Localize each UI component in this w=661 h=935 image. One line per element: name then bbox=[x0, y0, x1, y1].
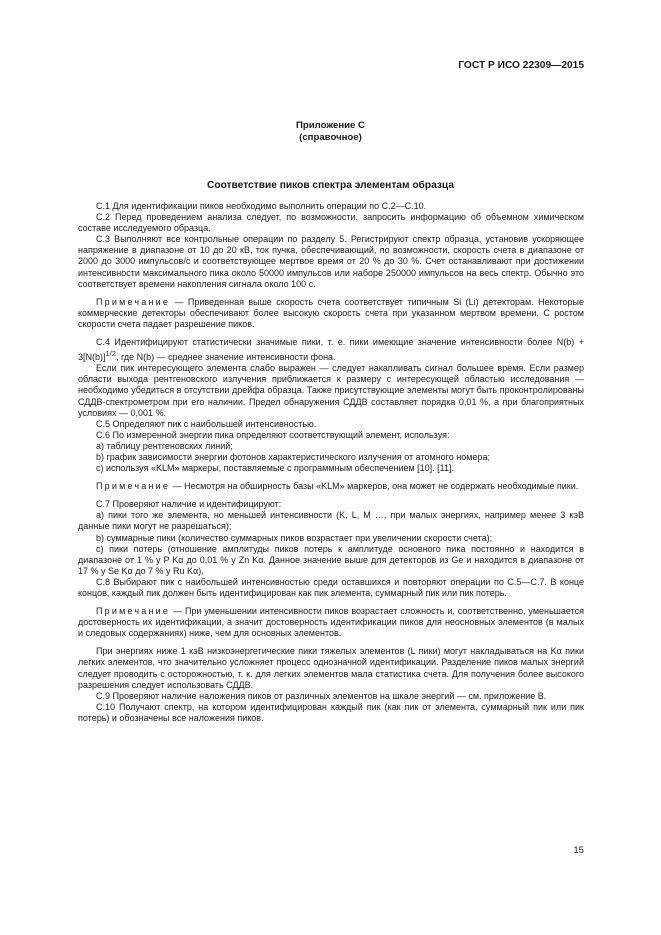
note-1 bbox=[78, 297, 584, 330]
paragraph-c4-tail: , где N(b) — среднее значение интенсивности фона. bbox=[115, 352, 336, 363]
list-item-b: b) суммарные пики (количество суммарных пиков возрастает при увеличении скорости счета); bbox=[96, 532, 493, 543]
list-item-a: а) пики того же элемента, но меньшей интенсивности (K, L, M …, при малых энергиях, например менее 3 кэВ данные пики могут не разрешаться); bbox=[78, 510, 584, 532]
annex-heading bbox=[0, 120, 661, 144]
list-item-c: с) используя «KLM» маркеры, поставляемые с программным обеспечением [10]. [11]. bbox=[96, 463, 455, 474]
note-label: Примечание bbox=[96, 606, 171, 617]
note-label: Примечание bbox=[96, 296, 171, 307]
annex-title: Приложение С bbox=[296, 120, 365, 131]
paragraph-low-energy: При энергиях ниже 1 кэВ низкоэнергетические пики тяжелых элементов (L пики) могут накладываться на Kα пики легких элементов, что значительно усложняет процесс однозначной идентификации. Разделение пиков малых энергий следует проводить с осторожностью, т. к. для легких элементов мала статистика счета. Для получения более высокого разрешения следует использовать СДДВ. bbox=[78, 646, 584, 690]
paragraph-c4 bbox=[78, 337, 584, 363]
paragraph-c1: С.1 Для идентификации пиков необходимо выполнить операции по С.2—С.10. bbox=[96, 201, 427, 211]
paragraph-c7: С.7 Проверяют наличие и идентифицируют: bbox=[96, 499, 282, 510]
list-item-b: b) график зависимости энергии фотонов характеристического излучения от атомного номера; bbox=[96, 451, 490, 462]
paragraph-c9: С.9 Проверяют наличие наложения пиков от различных элементов на шкале энергий — см. приложение В. bbox=[96, 690, 547, 701]
paragraph-c3: С.3 Выполняют все контрольные операции по разделу 5. Регистрируют спектр образца, установив ускоряющее напряжение в диапазоне от 10 до 20 кВ, ток пучка, обеспечивающий, по возможности, скорость счета в диапазоне от 2000 до 3000 импульсов/с и соответствующее мертвое время от 20 % до 30 %. Счет останавливают при достижении интенсивности максимального пика около 50000 импульсов или наборе 250000 импульсов на весь спектр. Обычно это соответствует времени накопления сигнала около 100 с. bbox=[78, 234, 584, 289]
paragraph-c4-text: С.4 Идентифицируют статистически значимые пики, т. е. пики имеющие значение интенсивности более N(b) + 3[N(b)] bbox=[78, 337, 584, 363]
note-label: Примечание bbox=[96, 481, 171, 492]
list-item-a: а) таблицу рентгеновских линий; bbox=[96, 440, 233, 451]
section-title: Соответствие пиков спектра элементам образца bbox=[207, 180, 454, 191]
superscript: 1/2 bbox=[105, 349, 116, 359]
paragraph-c10: С.10 Получают спектр, на котором идентифицирован каждый пик (как пик от элемента, суммарный пик или пик потерь) и обозначены все наложения пиков. bbox=[78, 701, 584, 723]
paragraph-c6: С.6 По измеренной энергии пика определяют соответствующий элемент, используя: bbox=[96, 429, 450, 440]
page-number: 15 bbox=[573, 845, 584, 856]
paragraph-c8: С.8 Выбирают пик с наибольшей интенсивностью среди оставшихся и повторяют операции по С.5—С.7. В конце концов, каждый пик должен быть идентифицирован как пик элемента, суммарный пик или пик потерь. bbox=[78, 576, 584, 598]
note-text: — Несмотря на обширность базы «KLM» маркеров, она может не содержать необходимые пики. bbox=[170, 481, 579, 492]
annex-subtitle: (справочное) bbox=[299, 132, 362, 143]
list-item-c: с) пики потерь (отношение амплитуды пиков потерь к амплитуде основного пика постоянно и находится в диапазоне от 1 % у P Kα до 0,01 % у Zn Kα. Данное значение выше для детекторов из Ge и находится в диапазоне от 17 % у Se Kα до 7 % у Ru Kα). bbox=[78, 543, 584, 576]
note-text: — Приведенная выше скорость счета соответствует типичным Si (Li) детекторам. Некоторые коммерческие детекторы обеспечивают более высокую скорость счета при указанном мертвом времени. С ростом скорости счета падает разрешение пиков. bbox=[78, 296, 584, 329]
document-body bbox=[78, 201, 584, 724]
paragraph-c2: С.2 Перед проведением анализа следует, по возможности, запросить информацию об объемном химическом составе исследуемого образца. bbox=[78, 212, 584, 234]
paragraph-weak-peak: Если пик интересующего элемента слабо выражен — следует накапливать сигнал большее время. Если размер области выхода рентгеновского излучения приближается к размеру с интересующей областью исследования — необходимо убедиться в отсутствии дрейфа образца. Также присутствующие элементы могут быть проконтролированы СДДВ-спектрометром при его наличии. Предел обнаружения СДДВ составляет порядка 0,01 %, а при благоприятных условиях — 0,001 %. bbox=[78, 363, 584, 418]
paragraph-c5: С.5 Определяют пик с наибольшей интенсивностью. bbox=[96, 418, 317, 429]
standard-number: ГОСТ Р ИСО 22309—2015 bbox=[458, 60, 584, 71]
note-2 bbox=[78, 481, 584, 492]
note-3 bbox=[78, 606, 584, 639]
note-text: — При уменьшении интенсивности пиков возрастает сложность и, соответственно, уменьшается достоверность их идентификации, а значит достоверность идентификации пиков для неосновных элементов (в малых и следовых содержаниях) ниже, чем для основных элементов. bbox=[78, 606, 584, 639]
